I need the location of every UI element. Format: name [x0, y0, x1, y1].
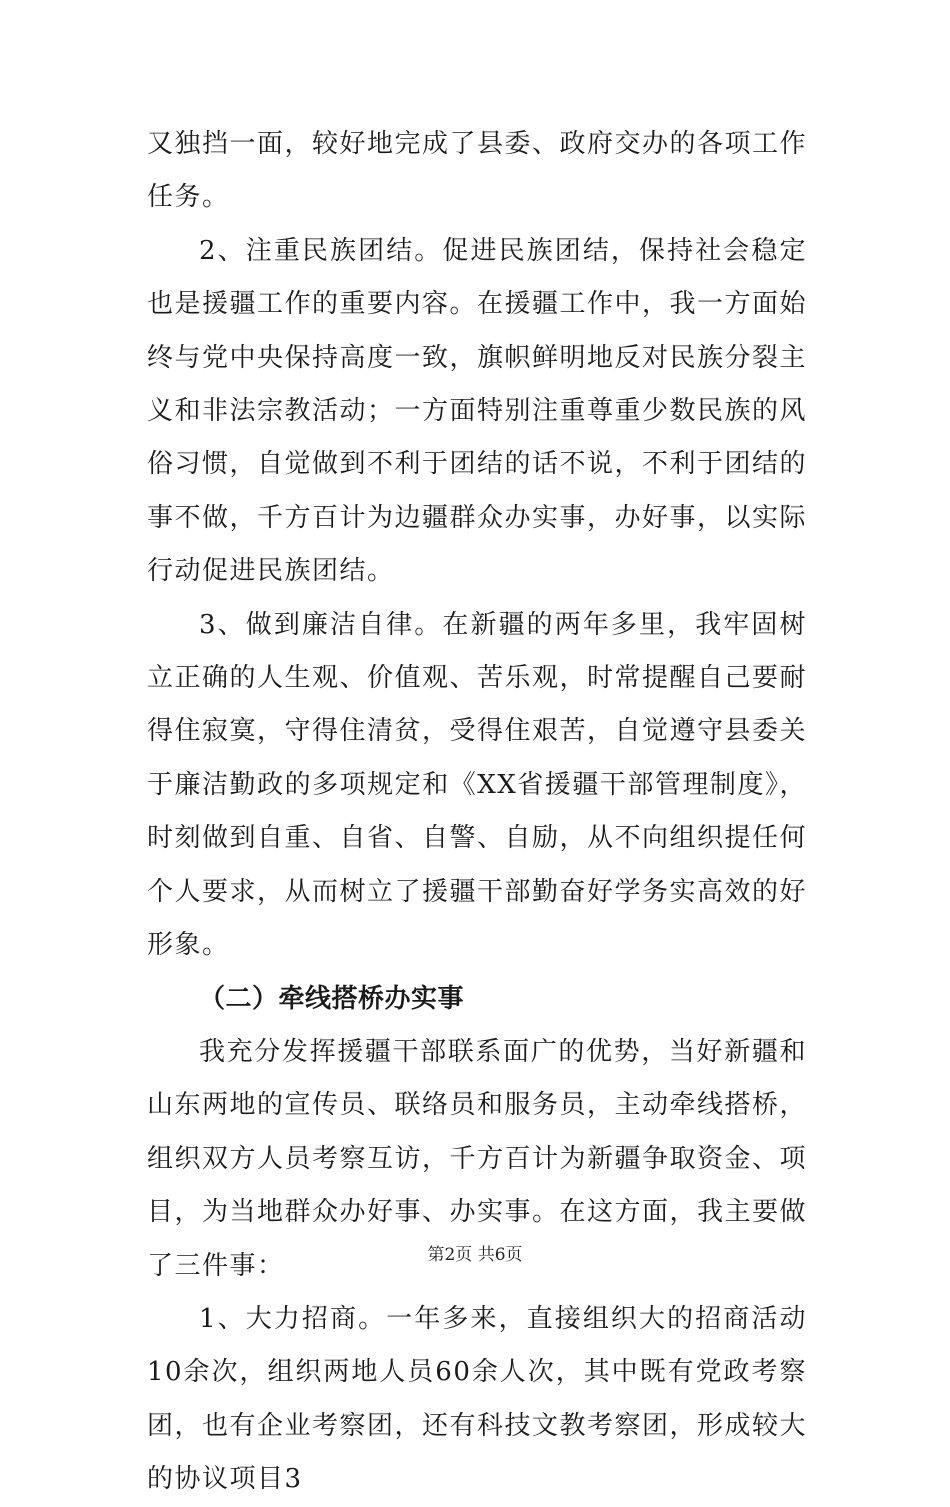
paragraph-investment: 1、大力招商。一年多来，直接组织大的招商活动10余次，组织两地人员60余人次，其中既有党政考察团，也有企业考察团，还有科技文教考察团，形成较大的协议项目3	[147, 1303, 808, 1495]
paragraph-bridge-building: 我充分发挥援疆干部联系面广的优势，当好新疆和山东两地的宣传员、联络员和服务员，主动牵线搭桥，组织双方人员考察互访，千方百计为新疆争取资金、项目，为当地群众办好事、办实事。在这方面，我主要做了三件事：	[147, 1036, 808, 1281]
document-body	[147, 118, 807, 1507]
paragraph-continuation: 又独挡一面，较好地完成了县委、政府交办的各项工作任务。	[147, 129, 808, 213]
section-heading: （二）牵线搭桥办实事	[199, 983, 465, 1014]
page-footer	[0, 1240, 950, 1265]
paragraph-integrity: 3、做到廉洁自律。在新疆的两年多里，我牢固树立正确的人生观、价值观、苦乐观，时常提醒自己要耐得住寂寞，守得住清贫，受得住艰苦，自觉遵守县委关于廉洁勤政的多项规定和《XX省援疆干部管理制度》，时刻做到自重、自省、自警、自励，从不向组织提任何个人要求，从而树立了援疆干部勤奋好学务实高效的好形象。	[147, 609, 808, 961]
paragraph-ethnic-unity: 2、注重民族团结。促进民族团结，保持社会稳定也是援疆工作的重要内容。在援疆工作中，我一方面始终与党中央保持高度一致，旗帜鲜明地反对民族分裂主义和非法宗教活动；一方面特别注重尊重少数民族的风俗习惯，自觉做到不利于团结的话不说，不利于团结的事不做，千方百计为边疆群众办实事，办好事，以实际行动促进民族团结。	[147, 235, 808, 587]
page-number: 第2页 共6页	[427, 1245, 523, 1265]
